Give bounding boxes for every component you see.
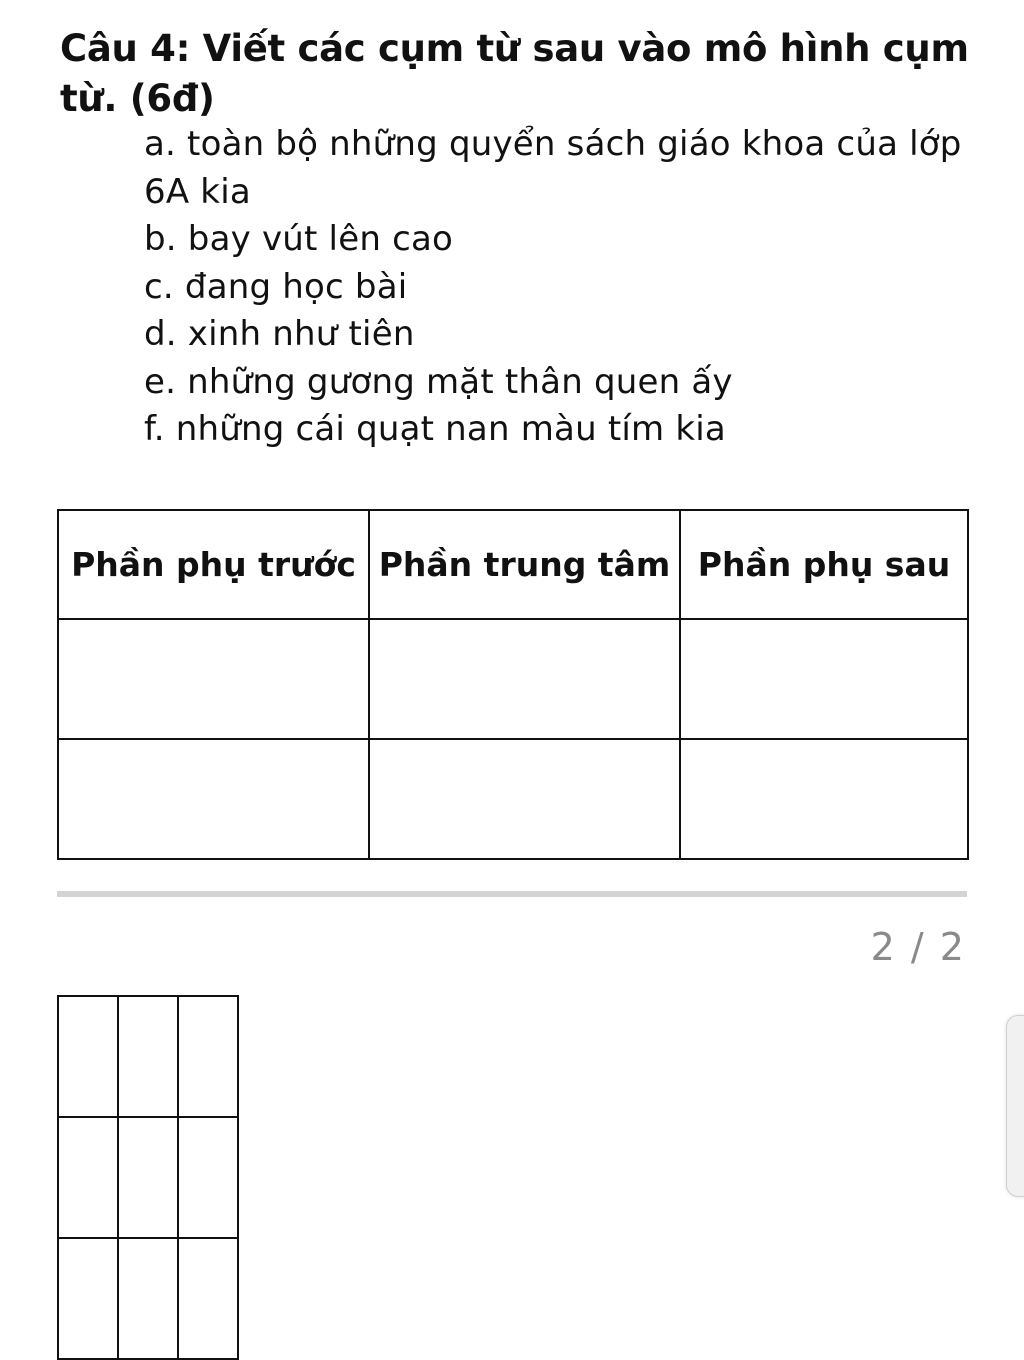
header-post-modifier: Phần phụ sau <box>680 510 968 619</box>
table-cell <box>58 739 369 859</box>
scroll-handle[interactable] <box>1006 1015 1024 1197</box>
table-cell <box>369 739 680 859</box>
table-cell <box>680 739 968 859</box>
table-cell <box>58 1117 118 1238</box>
phrase-item-c: c. đang học bài <box>144 266 408 307</box>
table-cell <box>58 996 118 1117</box>
table-cell <box>118 1117 178 1238</box>
phrase-item-d: d. xinh như tiên <box>144 314 415 354</box>
table-row <box>58 619 968 739</box>
table-cell <box>178 996 238 1117</box>
table-header-row <box>58 510 968 619</box>
question-title: Câu 4: Viết các cụm từ sau vào mô hình cụm từ. (6đ) <box>60 27 969 120</box>
table-cell <box>118 1238 178 1359</box>
phrase-list <box>144 121 984 454</box>
table-row <box>58 739 968 859</box>
page-indicator: 2 / 2 <box>870 925 966 969</box>
phrase-item-e: e. những gương mặt thân quen ấy <box>144 361 733 402</box>
table-cell <box>118 996 178 1117</box>
table-cell <box>178 1238 238 1359</box>
phrase-item-f: f. những cái quạt nan màu tím kia <box>144 409 726 449</box>
phrase-model-table <box>57 509 969 860</box>
header-pre-modifier: Phần phụ trước <box>58 510 369 619</box>
phrase-item-b: b. bay vút lên cao <box>144 219 454 259</box>
header-head: Phần trung tâm <box>369 510 680 619</box>
phrase-item-a: a. toàn bộ những quyển sách giáo khoa của lớp 6A kia <box>144 124 962 212</box>
table-cell <box>369 619 680 739</box>
page-divider <box>57 891 967 897</box>
table-cell <box>680 619 968 739</box>
table-row <box>58 1117 238 1238</box>
next-page-table <box>57 995 239 1360</box>
table-row <box>58 1238 238 1359</box>
table-row <box>58 996 238 1117</box>
table-cell <box>178 1117 238 1238</box>
table-cell <box>58 619 369 739</box>
table-cell <box>58 1238 118 1359</box>
